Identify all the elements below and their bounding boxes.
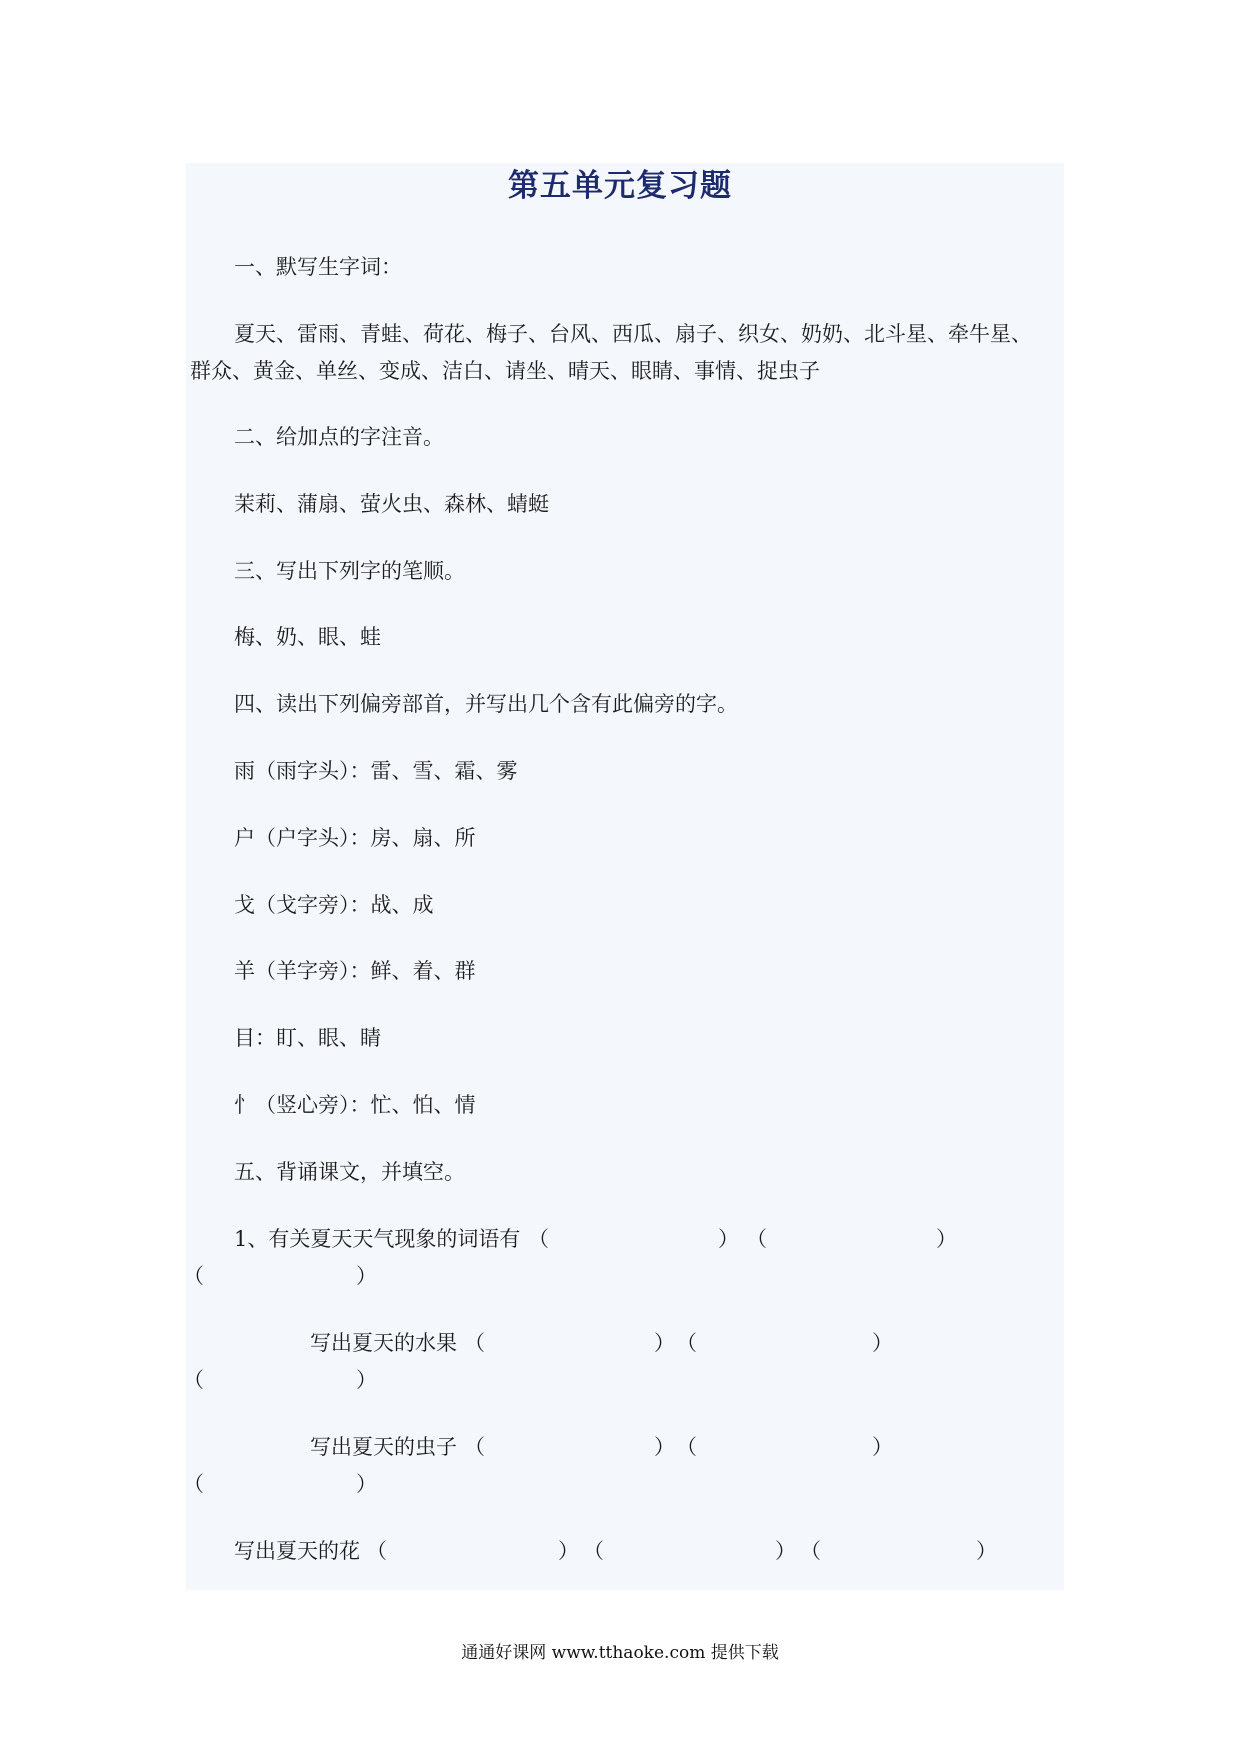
blank-open[interactable]: （: [183, 1264, 204, 1288]
section-1-heading: 一、默写生字词：: [234, 255, 402, 279]
section-3-words: 梅、奶、眼、蛙: [234, 625, 381, 649]
question-3-label: 写出夏天的虫子: [310, 1435, 457, 1459]
blank-close: ）: [356, 1368, 377, 1392]
blank-open[interactable]: （: [528, 1227, 549, 1251]
blank-open[interactable]: （: [746, 1227, 767, 1251]
section-2-words: 茉莉、蒲扇、萤火虫、森林、蜻蜓: [234, 492, 549, 516]
blank-close: ）: [872, 1331, 893, 1355]
blank-open[interactable]: （: [583, 1539, 604, 1563]
radical-item: 忄（竖心旁）：忙、怕、情: [234, 1093, 476, 1117]
blank-open[interactable]: （: [800, 1539, 821, 1563]
section-4-heading: 四、读出下列偏旁部首，并写出几个含有此偏旁的字。: [234, 692, 738, 716]
page-footer: 通通好课网 www.tthaoke.com 提供下载: [461, 1643, 779, 1663]
blank-close: ）: [775, 1539, 796, 1563]
blank-open[interactable]: （: [676, 1435, 697, 1459]
blank-close: ）: [718, 1227, 739, 1251]
question-1-label: 1、有关夏天天气现象的词语有: [234, 1227, 521, 1251]
blank-open[interactable]: （: [183, 1368, 204, 1392]
radical-item: 雨（雨字头）：雷、雪、霜、雾: [234, 759, 518, 783]
blank-open[interactable]: （: [464, 1435, 485, 1459]
radical-item: 户（户字头）：房、扇、所: [234, 826, 476, 850]
section-1-words-line2: 群众、黄金、单丝、变成、洁白、请坐、晴天、眼睛、事情、捉虫子: [190, 359, 820, 383]
blank-open[interactable]: （: [464, 1331, 485, 1355]
section-2-heading: 二、给加点的字注音。: [234, 425, 444, 449]
blank-close: ）: [936, 1227, 957, 1251]
radical-item: 戈（戈字旁）：战、成: [234, 893, 434, 917]
section-3-heading: 三、写出下列字的笔顺。: [234, 559, 465, 583]
radical-item: 目：盯、眼、睛: [234, 1026, 381, 1050]
question-2-label: 写出夏天的水果: [310, 1331, 457, 1355]
question-4-label: 写出夏天的花: [234, 1539, 360, 1563]
blank-close: ）: [654, 1435, 675, 1459]
section-5-heading: 五、背诵课文，并填空。: [234, 1160, 465, 1184]
blank-close: ）: [356, 1472, 377, 1496]
section-1-words-line1: 夏天、雷雨、青蛙、荷花、梅子、台风、西瓜、扇子、织女、奶奶、北斗星、牵牛星、: [234, 322, 1032, 346]
blank-close: ）: [558, 1539, 579, 1563]
radical-item: 羊（羊字旁）：鲜、着、群: [234, 959, 476, 983]
page-title: 第五单元复习题: [508, 168, 732, 204]
blank-close: ）: [654, 1331, 675, 1355]
blank-open[interactable]: （: [676, 1331, 697, 1355]
blank-close: ）: [356, 1264, 377, 1288]
blank-close: ）: [976, 1539, 997, 1563]
blank-close: ）: [872, 1435, 893, 1459]
blank-open[interactable]: （: [366, 1539, 387, 1563]
blank-open[interactable]: （: [183, 1472, 204, 1496]
